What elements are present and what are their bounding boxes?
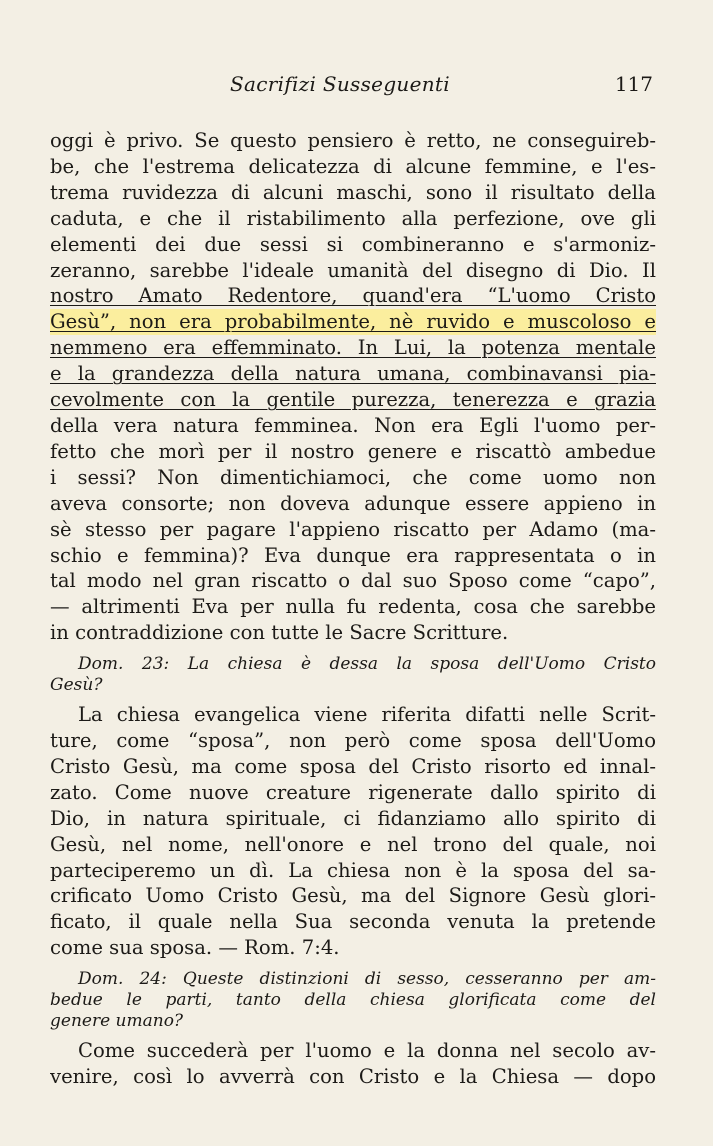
text-line: Come succederà per l'uomo e la donna nel secolo av- xyxy=(78,1039,656,1063)
text-line: Gesù, nel nome, nell'onore e nel trono del quale, noi xyxy=(50,832,656,856)
text-line: fetto che morì per il nostro genere e riscattò ambedue xyxy=(50,439,656,463)
paragraph-1 xyxy=(50,128,656,646)
question-23 xyxy=(50,654,656,696)
page-header xyxy=(50,72,657,102)
text-line: ture, come “sposa”, non però come sposa dell'Uomo xyxy=(50,729,656,753)
question-line: genere umano? xyxy=(50,1011,184,1032)
text-line: venire, così lo avverrà con Cristo e la Chiesa — dopo xyxy=(50,1065,656,1089)
text-line: — altrimenti Eva per nulla fu redenta, cosa che sarebbe xyxy=(50,595,656,619)
text-line: Dio, in natura spirituale, ci fidanziamo allo spirito di xyxy=(50,806,656,830)
question-line: Gesù? xyxy=(50,675,103,696)
text-line: sè stesso per pagare l'appieno riscatto per Adamo (ma- xyxy=(50,517,656,541)
question-24 xyxy=(50,969,656,1032)
page-number: 117 xyxy=(614,72,653,96)
text-line: caduta, e che il ristabilimento alla perfezione, ove gli xyxy=(50,206,656,230)
text-line: tal modo nel gran riscatto o dal suo Sposo come “capo”, xyxy=(50,569,656,593)
question-line: Dom. 24: Queste distinzioni di sesso, cesseranno per am- xyxy=(78,969,656,990)
paragraph-2 xyxy=(50,702,656,961)
question-line: bedue le parti, tanto della chiesa glorificata come del xyxy=(50,990,656,1011)
page-body xyxy=(50,128,656,1090)
text-line: oggi è privo. Se questo pensiero è retto, ne conseguireb- xyxy=(50,129,656,152)
text-line: elementi dei due sessi si combineranno e s'armoniz- xyxy=(50,232,656,256)
text-line: schio e femmina)? Eva dunque era rappresentata o in xyxy=(50,543,656,567)
text-line: aveva consorte; non doveva adunque essere appieno in xyxy=(50,491,656,515)
highlighted-line: Gesù”, non era probabilmente, nè ruvido e muscoloso e xyxy=(50,310,656,334)
highlighted-line: nemmeno era effemminato. In Lui, la potenza mentale xyxy=(50,336,656,360)
text-line: crificato Uomo Cristo Gesù, ma del Signore Gesù glori- xyxy=(50,884,656,908)
text-line: be, che l'estrema delicatezza di alcune femmine, e l'es- xyxy=(50,154,656,178)
text-line: zeranno, sarebbe l'ideale umanità del disegno di Dio. Il xyxy=(50,258,656,282)
text-line: in contraddizione con tutte le Sacre Scritture. xyxy=(50,621,509,645)
underlined-line: nostro Amato Redentore, quand'era “L'uomo Cristo xyxy=(50,284,656,308)
running-title: Sacrifizi Susseguenti xyxy=(230,72,450,96)
text-line: ficato, il quale nella Sua seconda venuta la pretende xyxy=(50,910,656,934)
underlined-line: cevolmente con la gentile purezza, tenerezza e grazia xyxy=(50,388,656,412)
paragraph-3 xyxy=(50,1038,656,1090)
text-line: La chiesa evangelica viene riferita difatti nelle Scrit- xyxy=(78,703,656,727)
text-line: come sua sposa. — Rom. 7:4. xyxy=(50,936,340,960)
text-line: i sessi? Non dimentichiamoci, che come uomo non xyxy=(50,465,656,489)
question-line: Dom. 23: La chiesa è dessa la sposa dell'Uomo Cristo xyxy=(78,654,656,675)
text-line: Cristo Gesù, ma come sposa del Cristo risorto ed innal- xyxy=(50,754,656,778)
text-line: trema ruvidezza di alcuni maschi, sono il risultato della xyxy=(50,180,656,204)
underlined-line: e la grandezza della natura umana, combinavansi pia- xyxy=(50,362,656,386)
text-line: zato. Come nuove creature rigenerate dallo spirito di xyxy=(50,780,656,804)
underlined-line: della vera natura femminea. Non era Egli l'uomo per- xyxy=(50,413,656,437)
text-line: parteciperemo un dì. La chiesa non è la sposa del sa- xyxy=(50,858,656,882)
